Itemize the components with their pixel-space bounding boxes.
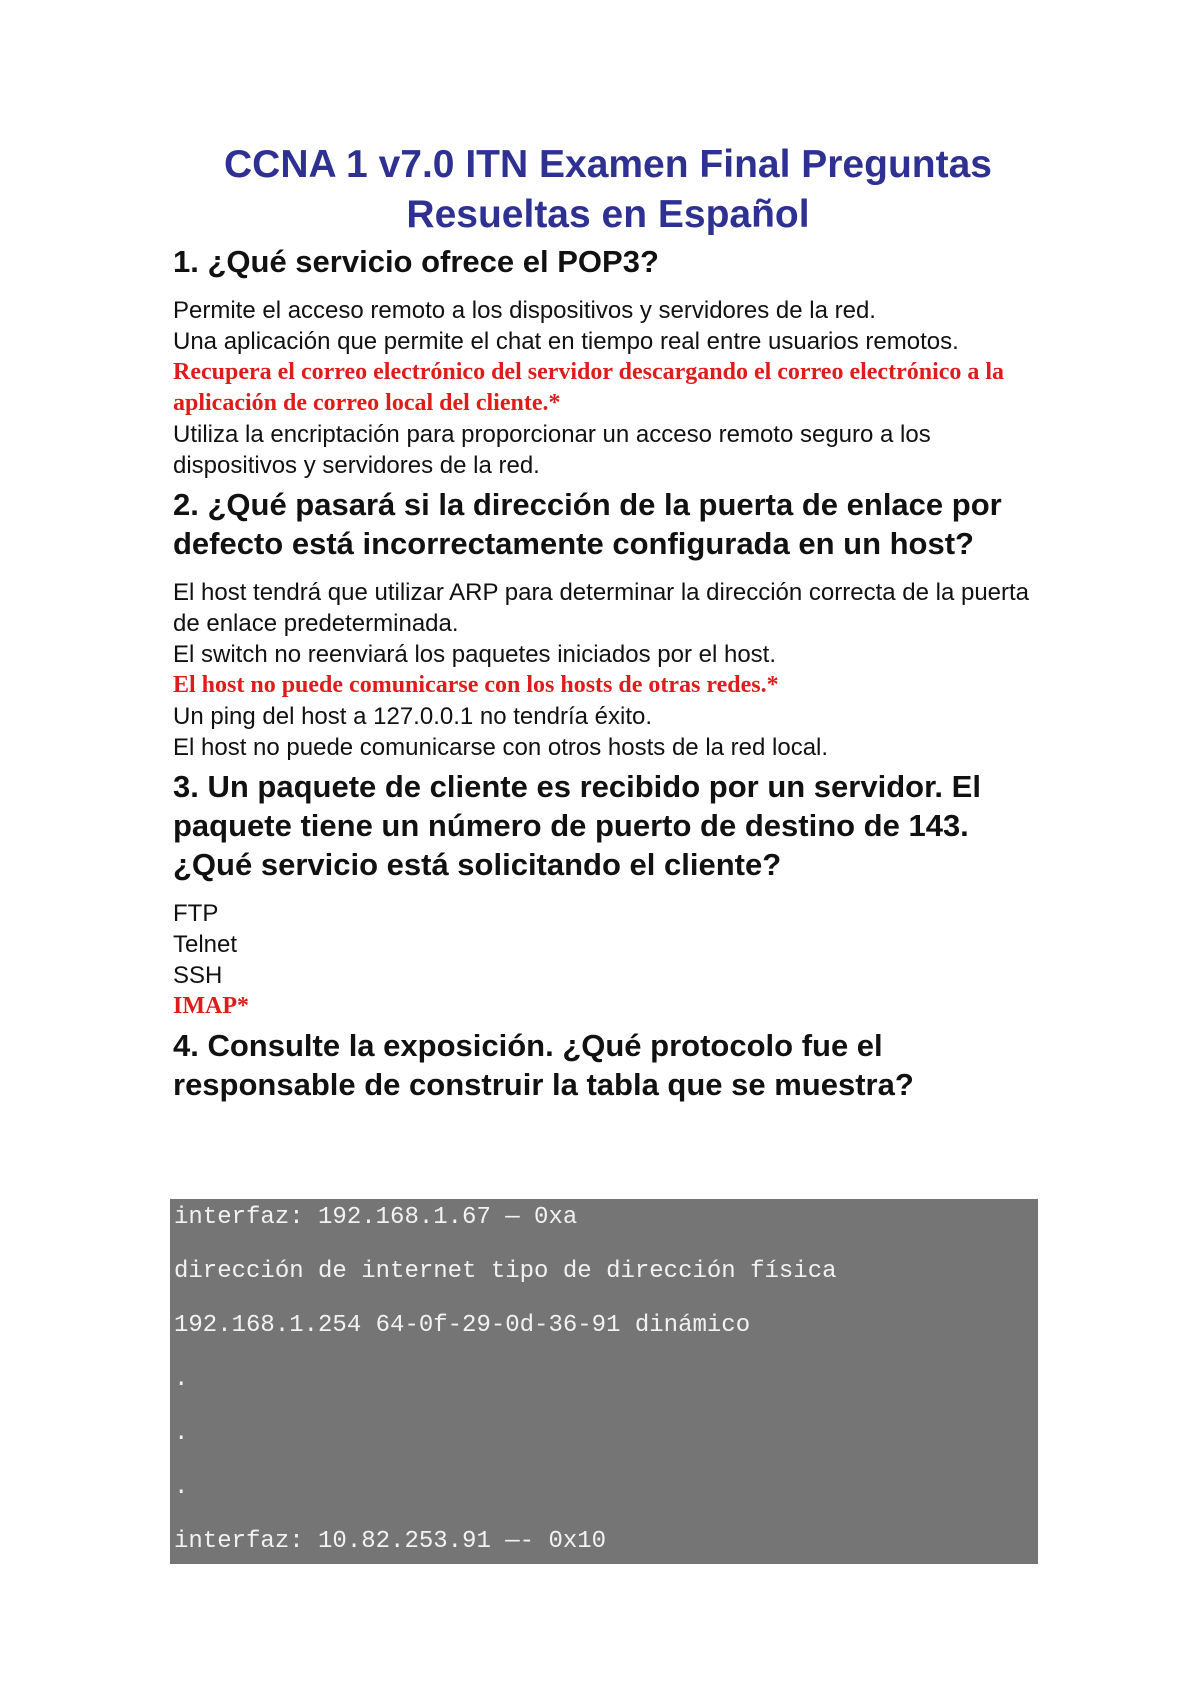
exhibit-line: . <box>174 1366 189 1393</box>
question-block <box>173 767 1043 1022</box>
document-title: CCNA 1 v7.0 ITN Examen Final Preguntas Resueltas en Español <box>224 143 992 236</box>
answer-list <box>173 577 1043 763</box>
answer-option: El host no puede comunicarse con otros hosts de la red local. <box>173 734 829 761</box>
question-text: 1. ¿Qué servicio ofrece el POP3? <box>173 244 659 279</box>
answer-option: Telnet <box>173 931 238 958</box>
exhibit-line: interfaz: 192.168.1.67 — 0xa <box>174 1204 578 1231</box>
answer-option: El switch no reenviará los paquetes iniciados por el host. <box>173 641 776 668</box>
exhibit-line: . <box>174 1474 189 1501</box>
exhibit-line: 192.168.1.254 64-0f-29-0d-36-91 dinámico <box>174 1312 751 1339</box>
question-text: 4. Consulte la exposición. ¿Qué protocolo fue el responsable de construir la tabla que se muestra? <box>173 1028 914 1102</box>
answer-option: Una aplicación que permite el chat en tiempo real entre usuarios remotos. <box>173 328 959 355</box>
correct-answer-option: IMAP* <box>173 993 249 1019</box>
question-block <box>173 485 1043 763</box>
answer-list <box>173 898 1043 1022</box>
question-text: 2. ¿Qué pasará si la dirección de la puerta de enlace por defecto está incorrectamente configurada en un host? <box>173 487 1002 561</box>
question-block <box>173 242 1043 481</box>
answer-option: El host tendrá que utilizar ARP para determinar la dirección correcta de la puerta de enlace predeterminada. <box>173 579 1030 637</box>
answer-option: Permite el acceso remoto a los dispositivos y servidores de la red. <box>173 297 876 324</box>
question-text: 3. Un paquete de cliente es recibido por un servidor. El paquete tiene un número de puerto de destino de 143. ¿Qué servicio está solicitando el cliente? <box>173 769 981 882</box>
exhibit-arp-table <box>170 1199 1038 1564</box>
answer-option: Utiliza la encriptación para proporcionar un acceso remoto seguro a los dispositivos y servidores de la red. <box>173 421 931 479</box>
question-block <box>173 1026 1043 1104</box>
answer-list <box>173 295 1043 481</box>
document-page <box>173 140 1043 1104</box>
answer-option: Un ping del host a 127.0.0.1 no tendría éxito. <box>173 703 653 730</box>
correct-answer-option: El host no puede comunicarse con los hosts de otras redes.* <box>173 672 779 698</box>
exhibit-line: dirección de internet tipo de dirección física <box>174 1258 837 1285</box>
exhibit-line: . <box>174 1420 189 1447</box>
correct-answer-option: Recupera el correo electrónico del servidor descargando el correo electrónico a la aplicación de correo local del cliente.* <box>173 359 1005 416</box>
answer-option: FTP <box>173 900 219 927</box>
answer-option: SSH <box>173 962 223 989</box>
exhibit-line: interfaz: 10.82.253.91 —- 0x10 <box>174 1528 607 1555</box>
